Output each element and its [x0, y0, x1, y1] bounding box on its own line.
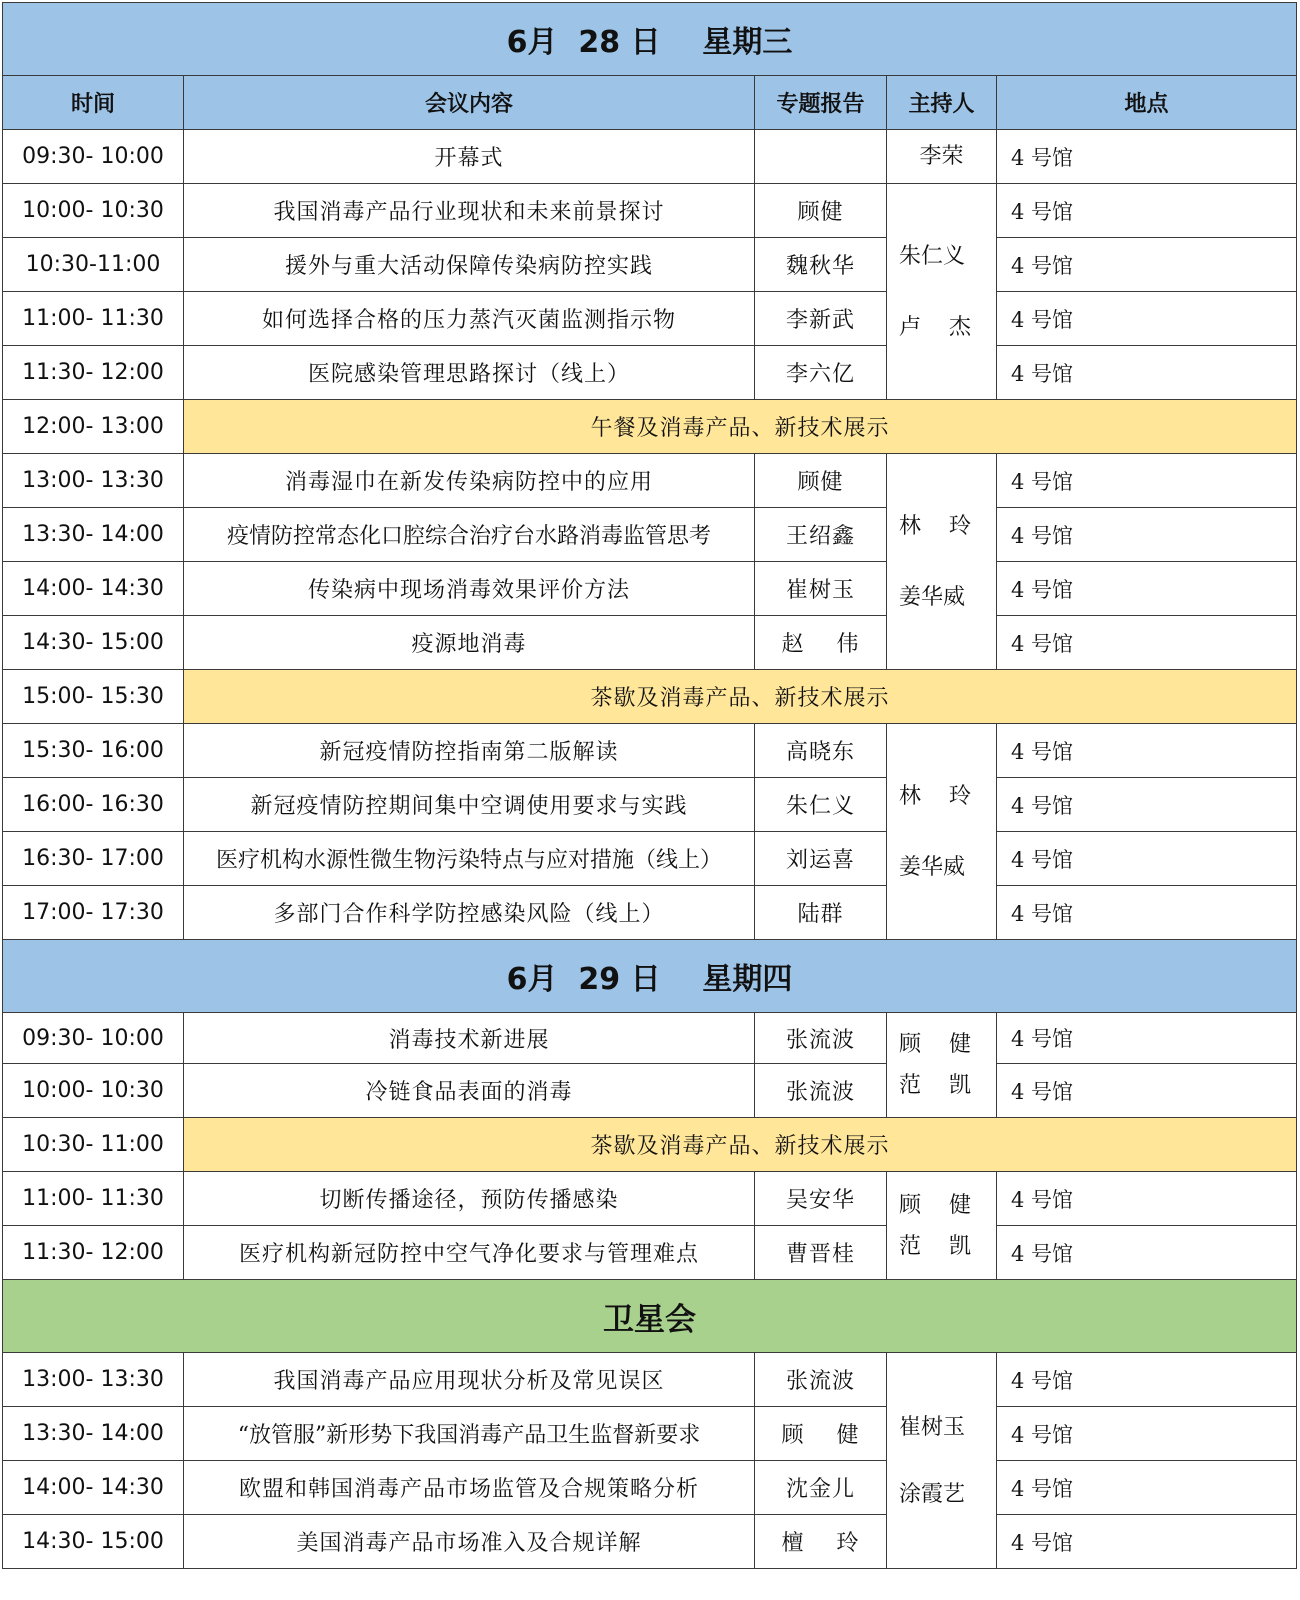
content-cell: 医院感染管理思路探讨（线上）	[184, 346, 755, 400]
speaker-cell: 朱仁义	[755, 778, 887, 832]
time-cell: 13:30- 14:00	[3, 1407, 184, 1461]
host-name: 顾 健	[899, 1192, 971, 1218]
host-name: 崔树玉	[899, 1414, 966, 1440]
speaker-cell: 赵 伟	[755, 616, 887, 670]
host-name: 林 玲	[899, 513, 971, 539]
speaker-cell: 王绍鑫	[755, 508, 887, 562]
content-cell: 传染病中现场消毒效果评价方法	[184, 562, 755, 616]
time-cell: 14:00- 14:30	[3, 562, 184, 616]
speaker-cell: 高晓东	[755, 724, 887, 778]
content-cell: 多部门合作科学防控感染风险（线上）	[184, 886, 755, 940]
table-row	[3, 724, 1297, 778]
table-row	[3, 238, 1297, 292]
col-report: 专题报告	[755, 76, 887, 130]
break-cell: 午餐及消毒产品、新技术展示	[184, 400, 1297, 454]
host-name: 朱仁义	[899, 243, 966, 269]
break-cell: 茶歇及消毒产品、新技术展示	[184, 1118, 1297, 1172]
venue-cell: 4 号馆	[997, 1461, 1297, 1515]
content-cell: “放管服”新形势下我国消毒产品卫生监督新要求	[184, 1407, 755, 1461]
time-cell: 09:30- 10:00	[3, 130, 184, 184]
time-cell: 15:00- 15:30	[3, 670, 184, 724]
venue-cell: 4 号馆	[997, 1064, 1297, 1118]
speaker-cell	[755, 130, 887, 184]
speaker-cell: 沈金儿	[755, 1461, 887, 1515]
host-cell	[887, 1172, 997, 1280]
host-name: 林 玲	[899, 783, 971, 809]
time-cell: 10:00- 10:30	[3, 184, 184, 238]
time-cell: 13:30- 14:00	[3, 508, 184, 562]
content-cell: 疫情防控常态化口腔综合治疗台水路消毒监管思考	[184, 508, 755, 562]
col-venue: 地点	[997, 76, 1297, 130]
content-cell: 新冠疫情防控指南第二版解读	[184, 724, 755, 778]
host-cell	[887, 184, 997, 400]
day-header	[3, 940, 1297, 1013]
venue-cell: 4 号馆	[997, 1226, 1297, 1280]
speaker-cell: 李新武	[755, 292, 887, 346]
content-cell: 我国消毒产品行业现状和未来前景探讨	[184, 184, 755, 238]
day-title: 6月 28 日 星期三	[3, 3, 1297, 76]
speaker-cell: 李六亿	[755, 346, 887, 400]
speaker-cell: 曹晋桂	[755, 1226, 887, 1280]
break-row	[3, 670, 1297, 724]
venue-cell: 4 号馆	[997, 130, 1297, 184]
time-cell: 11:30- 12:00	[3, 346, 184, 400]
content-cell: 如何选择合格的压力蒸汽灭菌监测指示物	[184, 292, 755, 346]
venue-cell: 4 号馆	[997, 1013, 1297, 1064]
time-cell: 12:00- 13:00	[3, 400, 184, 454]
host-name: 范 凯	[899, 1233, 971, 1259]
col-content: 会议内容	[184, 76, 755, 130]
venue-cell: 4 号馆	[997, 184, 1297, 238]
table-row	[3, 616, 1297, 670]
break-cell: 茶歇及消毒产品、新技术展示	[184, 670, 1297, 724]
time-cell: 17:00- 17:30	[3, 886, 184, 940]
venue-cell: 4 号馆	[997, 1407, 1297, 1461]
col-host: 主持人	[887, 76, 997, 130]
venue-cell: 4 号馆	[997, 616, 1297, 670]
content-cell: 新冠疫情防控期间集中空调使用要求与实践	[184, 778, 755, 832]
host-name: 姜华威	[899, 854, 966, 880]
content-cell: 美国消毒产品市场准入及合规详解	[184, 1515, 755, 1569]
break-row	[3, 1118, 1297, 1172]
time-cell: 11:30- 12:00	[3, 1226, 184, 1280]
speaker-cell: 刘运喜	[755, 832, 887, 886]
host-cell	[887, 130, 997, 184]
table-row	[3, 184, 1297, 238]
content-cell: 开幕式	[184, 130, 755, 184]
table-row	[3, 778, 1297, 832]
host-name: 李荣	[919, 144, 964, 169]
time-cell: 10:30- 11:00	[3, 1118, 184, 1172]
content-cell: 冷链食品表面的消毒	[184, 1064, 755, 1118]
col-time: 时间	[3, 76, 184, 130]
venue-cell: 4 号馆	[997, 346, 1297, 400]
speaker-cell: 崔树玉	[755, 562, 887, 616]
time-cell: 10:30-11:00	[3, 238, 184, 292]
table-row	[3, 1172, 1297, 1226]
table-row	[3, 1353, 1297, 1407]
satellite-title: 卫星会	[3, 1280, 1297, 1353]
host-name: 卢 杰	[899, 314, 971, 340]
column-header-row	[3, 76, 1297, 130]
table-row	[3, 292, 1297, 346]
time-cell: 16:00- 16:30	[3, 778, 184, 832]
host-name: 范 凯	[899, 1073, 971, 1098]
host-name: 姜华威	[899, 584, 966, 610]
speaker-cell: 檀 玲	[755, 1515, 887, 1569]
time-cell: 09:30- 10:00	[3, 1013, 184, 1064]
venue-cell: 4 号馆	[997, 292, 1297, 346]
table-row	[3, 1407, 1297, 1461]
schedule-table	[2, 2, 1297, 1569]
table-row	[3, 832, 1297, 886]
speaker-cell: 顾 健	[755, 1407, 887, 1461]
table-row	[3, 508, 1297, 562]
break-row	[3, 400, 1297, 454]
venue-cell: 4 号馆	[997, 1515, 1297, 1569]
content-cell: 欧盟和韩国消毒产品市场监管及合规策略分析	[184, 1461, 755, 1515]
table-row	[3, 1515, 1297, 1569]
speaker-cell: 张流波	[755, 1353, 887, 1407]
table-row	[3, 454, 1297, 508]
table-row	[3, 886, 1297, 940]
time-cell: 13:00- 13:30	[3, 454, 184, 508]
content-cell: 我国消毒产品应用现状分析及常见误区	[184, 1353, 755, 1407]
content-cell: 医疗机构水源性微生物污染特点与应对措施（线上）	[184, 832, 755, 886]
table-row	[3, 1226, 1297, 1280]
venue-cell: 4 号馆	[997, 832, 1297, 886]
host-cell	[887, 724, 997, 940]
table-row	[3, 1461, 1297, 1515]
host-name: 涂霞艺	[899, 1481, 966, 1507]
host-name: 顾 健	[899, 1032, 971, 1057]
day-header	[3, 3, 1297, 76]
time-cell: 16:30- 17:00	[3, 832, 184, 886]
speaker-cell: 张流波	[755, 1013, 887, 1064]
time-cell: 11:00- 11:30	[3, 292, 184, 346]
speaker-cell: 魏秋华	[755, 238, 887, 292]
content-cell: 消毒湿巾在新发传染病防控中的应用	[184, 454, 755, 508]
venue-cell: 4 号馆	[997, 238, 1297, 292]
speaker-cell: 顾健	[755, 454, 887, 508]
venue-cell: 4 号馆	[997, 562, 1297, 616]
venue-cell: 4 号馆	[997, 778, 1297, 832]
satellite-header	[3, 1280, 1297, 1353]
time-cell: 14:30- 15:00	[3, 616, 184, 670]
time-cell: 10:00- 10:30	[3, 1064, 184, 1118]
table-row	[3, 1013, 1297, 1064]
speaker-cell: 顾健	[755, 184, 887, 238]
time-cell: 15:30- 16:00	[3, 724, 184, 778]
venue-cell: 4 号馆	[997, 1172, 1297, 1226]
table-row	[3, 1064, 1297, 1118]
venue-cell: 4 号馆	[997, 1353, 1297, 1407]
content-cell: 消毒技术新进展	[184, 1013, 755, 1064]
table-row	[3, 562, 1297, 616]
time-cell: 11:00- 11:30	[3, 1172, 184, 1226]
speaker-cell: 张流波	[755, 1064, 887, 1118]
venue-cell: 4 号馆	[997, 886, 1297, 940]
host-cell	[887, 1013, 997, 1118]
content-cell: 援外与重大活动保障传染病防控实践	[184, 238, 755, 292]
time-cell: 14:00- 14:30	[3, 1461, 184, 1515]
table-row	[3, 130, 1297, 184]
venue-cell: 4 号馆	[997, 454, 1297, 508]
speaker-cell: 吴安华	[755, 1172, 887, 1226]
table-row	[3, 346, 1297, 400]
day-title: 6月 29 日 星期四	[3, 940, 1297, 1013]
venue-cell: 4 号馆	[997, 508, 1297, 562]
time-cell: 13:00- 13:30	[3, 1353, 184, 1407]
venue-cell: 4 号馆	[997, 724, 1297, 778]
time-cell: 14:30- 15:00	[3, 1515, 184, 1569]
content-cell: 切断传播途径，预防传播感染	[184, 1172, 755, 1226]
content-cell: 医疗机构新冠防控中空气净化要求与管理难点	[184, 1226, 755, 1280]
host-cell	[887, 1353, 997, 1569]
host-cell	[887, 454, 997, 670]
content-cell: 疫源地消毒	[184, 616, 755, 670]
speaker-cell: 陆群	[755, 886, 887, 940]
